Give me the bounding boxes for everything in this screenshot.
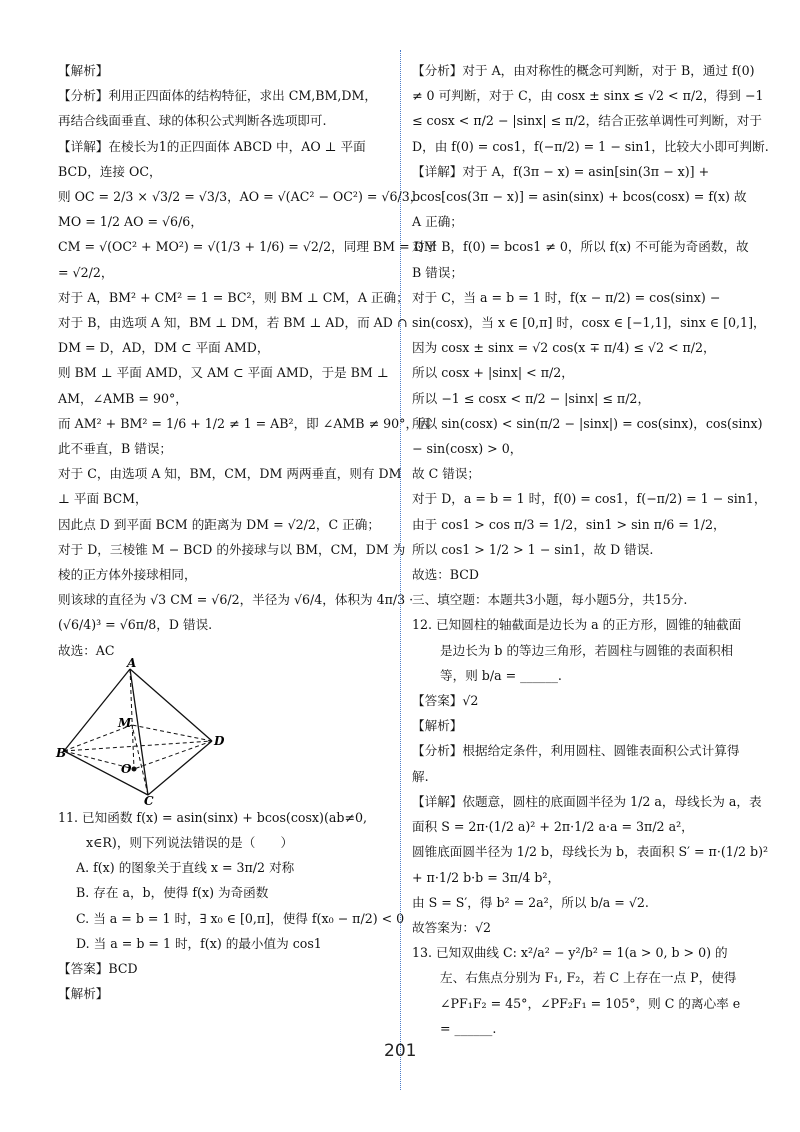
- question-11-stem: 11. 已知函数 f(x) = asin(sinx) + bcos(cosx)(ab≠0, x∈R)，则下列说法错误的是（ ）: [58, 809, 367, 851]
- question-12-detail-line: 由 S = S′，得 b² = 2a²，所以 b/a = √2.: [412, 894, 649, 910]
- detail-line: 则 OC = 2/3 × √3/2 = √3/3，AO = √(AC² − OC²) = √6/3，: [58, 189, 423, 205]
- label-d: D: [214, 733, 225, 748]
- tetrahedron-diagram: [56, 655, 228, 808]
- analysis-line: D，由 f(0) = cos1，f(−π/2) = 1 − sin1，比较大小即可判断.: [412, 138, 769, 154]
- detail-line: (√6/4)³ = √6π/8，D 错误.: [58, 617, 213, 633]
- detail-line: B 错误；: [412, 264, 464, 280]
- detail-line: 由于 cos1 > cos π/3 = 1/2，sin1 > sin π/6 = 1/2，: [412, 516, 726, 532]
- detail-line: 所以 sin(cosx) < sin(π/2 − |sinx|) = cos(sinx)，cos(sinx): [412, 415, 763, 431]
- edge-bc: [64, 751, 148, 795]
- question-11-option-b: B. 存在 a，b，使得 f(x) 为奇函数: [76, 885, 269, 901]
- final-choice: 故选：AC: [58, 642, 115, 658]
- detail-line: MO = 1/2 AO = √6/6，: [58, 214, 203, 230]
- question-12-jiexi: 【解析】: [412, 718, 463, 734]
- analysis-line: 【分析】对于 A，由对称性的概念可判断，对于 B，通过 f(0): [412, 63, 755, 78]
- tetrahedron-figure: [56, 655, 388, 808]
- detail-line: 对于 C，当 a = b = 1 时，f(x − π/2) = cos(sinx) −: [412, 289, 721, 305]
- analysis-line: ≤ cosx < π/2 − |sinx| ≤ π/2，结合正弦单调性可判断，对于: [412, 113, 762, 129]
- edge-ad: [130, 669, 212, 741]
- detail-line: 【详解】在棱长为1的正四面体 ABCD 中，AO ⊥ 平面: [58, 138, 366, 154]
- detail-line: 所以 cos1 > 1/2 > 1 − sin1，故 D 错误.: [412, 541, 654, 557]
- final-choice: 故选：BCD: [412, 567, 480, 583]
- detail-line: = √2/2，: [58, 264, 114, 280]
- detail-line: 所以 −1 ≤ cosx < π/2 − |sinx| ≤ π/2，: [412, 390, 651, 406]
- detail-line: 对于 C，由选项 A 知，BM，CM，DM 两两垂直，则有 DM: [58, 466, 402, 482]
- analysis-paragraph: 【分析】利用正四面体的结构特征，求出 CM,BM,DM，再结合线面垂直、球的体积公式判断各选项即可.: [58, 88, 377, 129]
- detail-line: 因为 cosx ± sinx = √2 cos(x ∓ π/4) ≤ √2 < π/2，: [412, 340, 716, 356]
- question-12-answer: 【答案】√2: [412, 693, 479, 709]
- detail-line: sin(cosx)，当 x ∈ [0,π] 时，cosx ∈ [−1,1]，sinx ∈ [0,1]，: [412, 315, 766, 331]
- detail-line: DM = D，AD，DM ⊂ 平面 AMD，: [58, 340, 270, 356]
- detail-line: 对于 D，三棱锥 M − BCD 的外接球与以 BM，CM，DM 为: [58, 541, 406, 557]
- question-12-detail-line: + π·1/2 b·b = 3π/4 b²，: [412, 869, 561, 885]
- detail-line: 此不垂直，B 错误；: [58, 441, 173, 457]
- label-b: B: [56, 745, 67, 760]
- detail-line: 而 AM² + BM² = 1/6 + 1/2 ≠ 1 = AB²，即 ∠AMB ≠ 90°，因: [58, 415, 431, 431]
- section-heading: 三、填空题：本题共3小题，每小题5分，共15分.: [412, 592, 688, 608]
- detail-line: 则该球的直径为 √3 CM = √6/2，半径为 √6/4，体积为 4π/3 ·: [58, 592, 414, 608]
- detail-line: 对于 B，由选项 A 知，BM ⊥ DM，若 BM ⊥ AD，而 AD ∩: [58, 315, 408, 331]
- question-11-jiexi: 【解析】: [58, 986, 109, 1002]
- detail-line: 棱的正方体外接球相同，: [58, 567, 197, 583]
- analysis-line: ≠ 0 可判断，对于 C，由 cosx ± sinx ≤ √2 < π/2，得到 −1: [412, 88, 764, 104]
- question-13-stem: 13. 已知双曲线 C: x²/a² − y²/b² = 1(a > 0, b > 0) 的左、右焦点分别为 F₁, F₂，若 C 上存在一点 P，使得 ∠PF₁F₂ = 45°，∠PF₂F₁ = 105°，则 C 的离心率 e = ______.: [412, 945, 741, 1036]
- detail-line: A 正确；: [412, 214, 463, 230]
- jiexi-heading: 【解析】: [58, 63, 109, 78]
- detail-line: 对于 D，a = b = 1 时，f(0) = cos1，f(−π/2) = 1 − sin1，: [412, 491, 767, 507]
- detail-line: 【详解】对于 A，f(3π − x) = asin[sin(3π − x)] +: [412, 163, 710, 179]
- question-12-analysis: 【分析】根据给定条件，利用圆柱、圆锥表面积公式计算得解.: [412, 743, 740, 784]
- detail-line: 则 BM ⊥ 平面 AMD，又 AM ⊂ 平面 AMD，于是 BM ⊥: [58, 365, 389, 381]
- question-12-detail-line: 圆锥底面圆半径为 1/2 b，母线长为 b，表面积 S′ = π·(1/2 b)²: [412, 844, 769, 860]
- point-o-dot: [132, 766, 137, 771]
- detail-line: bcos[cos(3π − x)] = asin(sinx) + bcos(cosx) = f(x) 故: [412, 189, 747, 205]
- question-11-option-a: A. f(x) 的图象关于直线 x = 3π/2 对称: [76, 860, 295, 876]
- question-12-final: 故答案为：√2: [412, 919, 492, 935]
- label-a: A: [127, 655, 137, 670]
- detail-line: 因此点 D 到平面 BCM 的距离为 DM = √2/2，C 正确；: [58, 516, 380, 532]
- question-11-option-d: D. 当 a = b = 1 时，f(x) 的最小值为 cos1: [76, 935, 322, 951]
- segment-do: [134, 741, 212, 769]
- detail-line: ⊥ 平面 BCM，: [58, 491, 148, 507]
- label-o: O: [121, 761, 132, 776]
- label-m: M: [118, 715, 132, 730]
- detail-line: BCD，连接 OC，: [58, 163, 162, 179]
- detail-line: AM，∠AMB = 90°，: [58, 390, 188, 406]
- detail-line: 故 C 错误；: [412, 466, 481, 482]
- detail-line: − sin(cosx) > 0，: [412, 441, 523, 457]
- page-number: 201: [384, 1041, 417, 1061]
- left-column: [56, 58, 437, 1007]
- detail-line: CM = √(OC² + MO²) = √(1/3 + 1/6) = √2/2，同理 BM = DM: [58, 239, 437, 255]
- question-11-option-c: C. 当 a = b = 1 时，∃ x₀ ∈ [0,π]，使得 f(x₀ − π/2) < 0: [76, 910, 405, 926]
- edge-dc: [148, 741, 212, 795]
- question-11-answer: 【答案】BCD: [58, 961, 138, 977]
- right-column: [412, 58, 769, 1041]
- detail-line: 对于 B，f(0) = bcos1 ≠ 0，所以 f(x) 不可能为奇函数，故: [412, 239, 749, 255]
- label-c: C: [144, 793, 154, 808]
- question-12-detail-line: 面积 S = 2π·(1/2 a)² + 2π·1/2 a·a = 3π/2 a²，: [412, 819, 694, 835]
- detail-line: 对于 A，BM² + CM² = 1 = BC²，则 BM ⊥ CM，A 正确；: [58, 289, 409, 305]
- question-12-stem: 12. 已知圆柱的轴截面是边长为 a 的正方形，圆锥的轴截面是边长为 b 的等边三角形，若圆柱与圆锥的表面积相等，则 b/a = ______.: [412, 617, 742, 683]
- detail-line: 所以 cosx + |sinx| < π/2，: [412, 365, 574, 381]
- segment-dm: [132, 725, 212, 741]
- question-12-detail-line: 【详解】依题意，圆柱的底面圆半径为 1/2 a，母线长为 a，表: [412, 793, 762, 809]
- column-divider: [400, 50, 401, 1090]
